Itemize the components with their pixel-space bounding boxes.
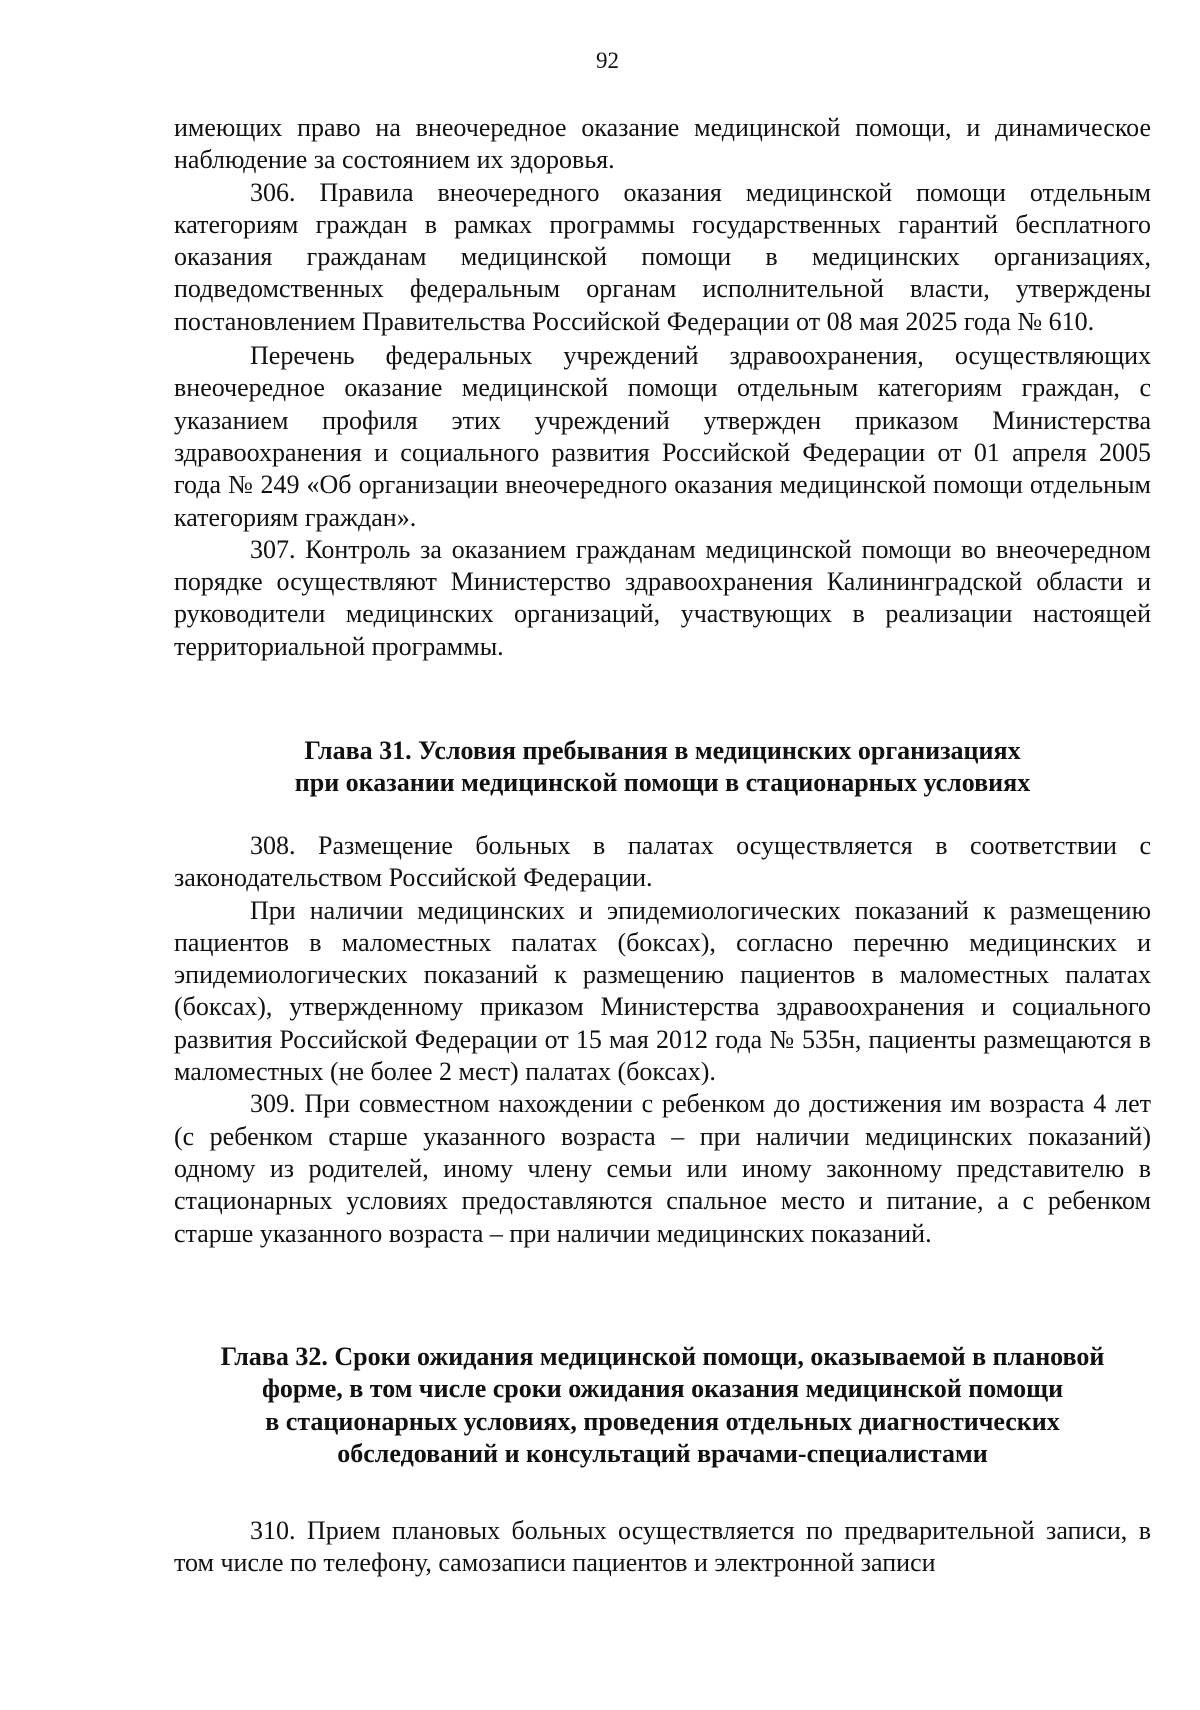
paragraph-307: 307. Контроль за оказанием гражданам медицинской помощи во внеочередном порядке осуществляют Министерство здравоохранения Калининградской области и руководители медицинских организаций, участвующих в реализации настоящей территориальной программы. bbox=[174, 534, 1151, 661]
paragraph-continuation: имеющих право на внеочередное оказание медицинской помощи, и динамическое наблюдение за состоянием их здоровья. bbox=[174, 113, 1151, 175]
paragraph-federal-list: Перечень федеральных учреждений здравоохранения, осуществляющих внеочередное оказание медицинской помощи отдельным категориям граждан, с указанием профиля этих учреждений утвержден приказом Министерства здравоохранения и социального развития Российской Федерации от 01 апреля 2005 года № 249 «Об организации внеочередного оказания медицинской помощи отдельным категориям граждан». bbox=[174, 341, 1151, 532]
text-block-3 bbox=[174, 1515, 1151, 1580]
chapter-31-heading-line-1: Глава 31. Условия пребывания в медицинских организациях bbox=[304, 736, 1021, 765]
text-block-2 bbox=[174, 830, 1151, 1250]
chapter-32-heading-line-3: в стационарных условиях, проведения отдельных диагностических bbox=[265, 1406, 1060, 1436]
text-block-1 bbox=[174, 112, 1151, 663]
chapter-31-heading-line-2: при оказании медицинской помощи в стационарных условиях bbox=[294, 768, 1031, 798]
paragraph-small-wards: При наличии медицинских и эпидемиологических показаний к размещению пациентов в маломестных палатах (боксах), согласно перечню медицинских и эпидемиологических показаний к размещению пациентов в маломестных палатах (боксах), утвержденному приказом Министерства здравоохранения и социального развития Российской Федерации от 15 мая 2012 года № 535н, пациенты размещаются в маломестных (не более 2 мест) палатах (боксах). bbox=[174, 895, 1151, 1087]
chapter-32-heading-line-4: обследований и консультаций врачами-специалистами bbox=[337, 1438, 988, 1468]
chapter-32-heading-line-2: форме, в том числе сроки ожидания оказания медицинской помощи bbox=[261, 1374, 1064, 1404]
chapter-31-heading bbox=[174, 735, 1151, 800]
paragraph-306: 306. Правила внеочередного оказания медицинской помощи отдельным категориям граждан в рамках программы государственных гарантий бесплатного оказания гражданам медицинской помощи в медицинских организациях, подведомственных федеральным органам исполнительной власти, утверждены постановлением Правительства Российской Федерации от 08 мая 2025 года № 610. bbox=[174, 177, 1151, 336]
paragraph-310: 310. Прием плановых больных осуществляется по предварительной записи, в том числе по телефону, самозаписи пациентов и электронной записи bbox=[174, 1516, 1151, 1578]
chapter-32-heading bbox=[174, 1341, 1151, 1470]
page-number: 92 bbox=[596, 48, 619, 73]
chapter-32-heading-line-1: Глава 32. Сроки ожидания медицинской помощи, оказываемой в плановой bbox=[220, 1342, 1105, 1371]
paragraph-308: 308. Размещение больных в палатах осуществляется в соответствии с законодательством Российской Федерации. bbox=[174, 831, 1151, 893]
paragraph-309: 309. При совместном нахождении с ребенком до достижения им возраста 4 лет (с ребенком старше указанного возраста – при наличии медицинских показаний) одному из родителей, иному члену семьи или иному законному представителю в стационарных условиях предоставляются спальное место и питание, а с ребенком старше указанного возраста – при наличии медицинских показаний. bbox=[174, 1089, 1151, 1248]
